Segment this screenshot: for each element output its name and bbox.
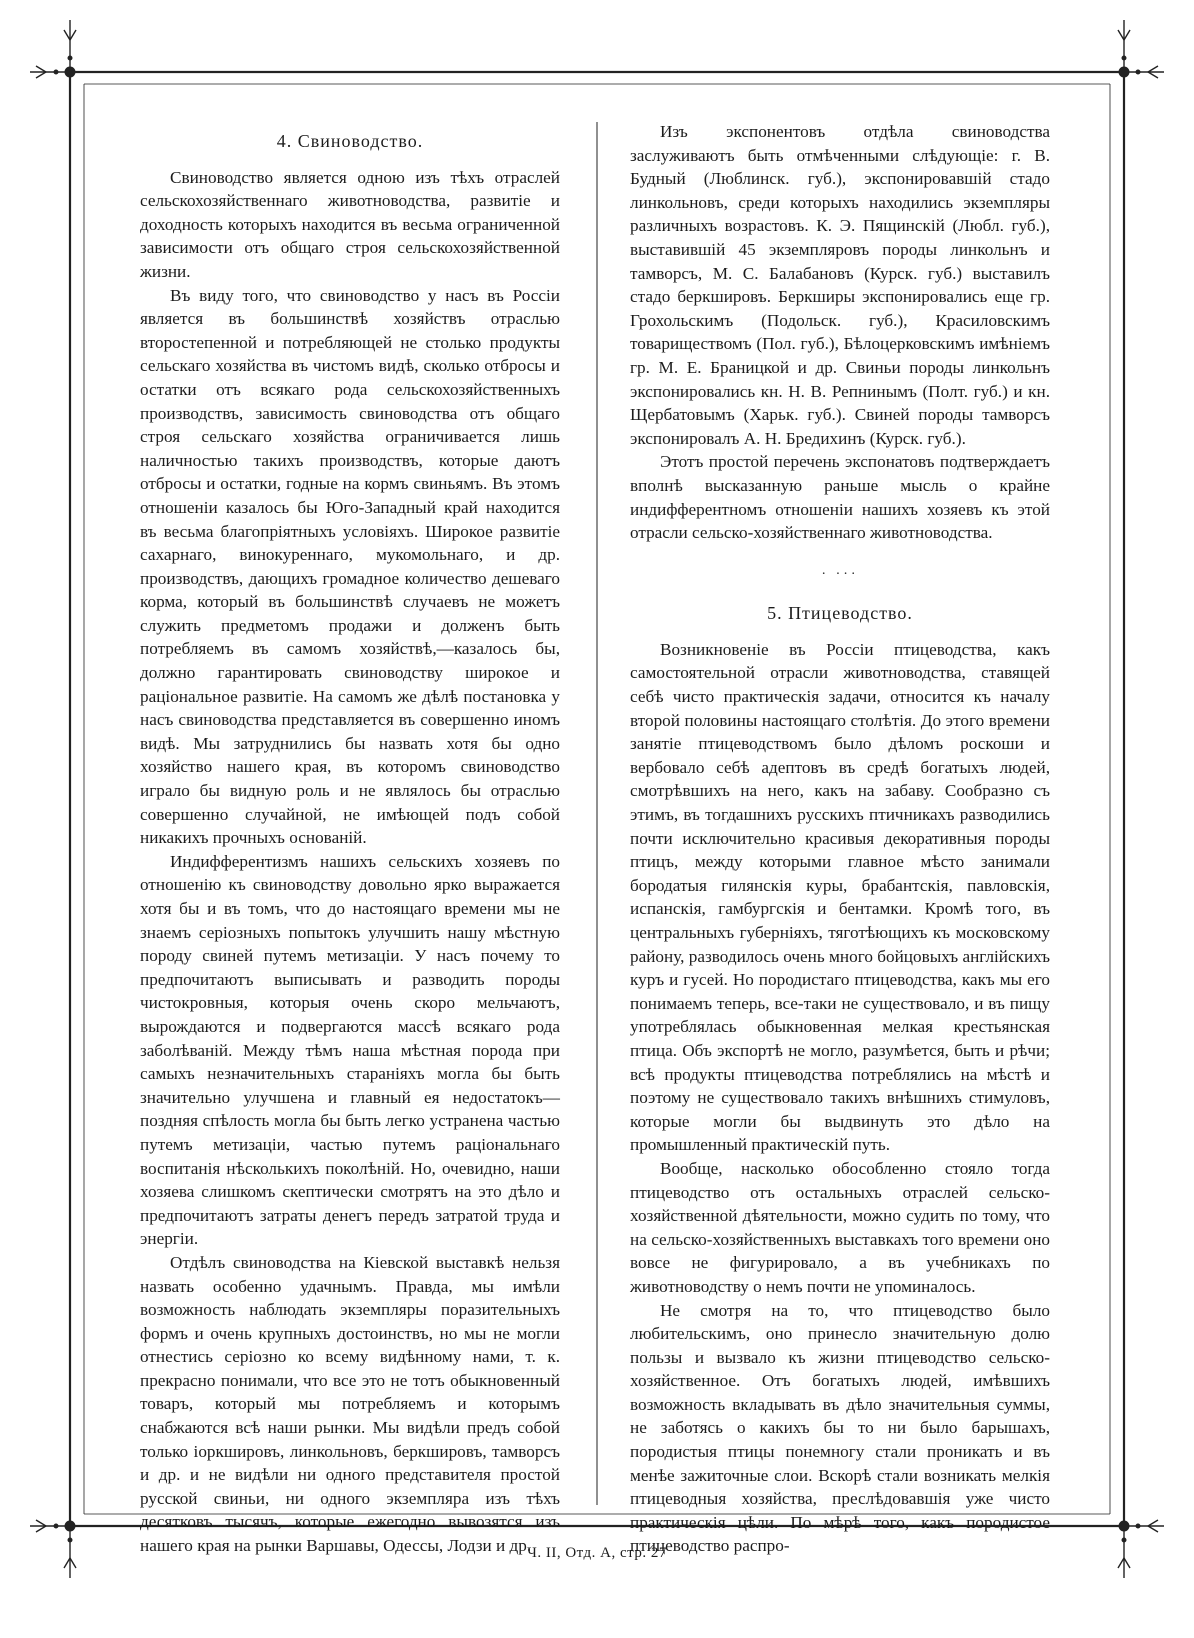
paragraph: Не смотря на то, что птицеводство было любительскимъ, оно принесло значительную долю пользы и вызвало къ жизни птицеводство сельско-хозяйственное. Отъ богатыхъ людей, имѣвшихъ возможность вкладывать въ дѣло значительныя суммы, не заботясь о какихъ бы то ни было барышахъ, породистыя птицы понемногу стали проникать и въ менѣе зажиточные слои. Вскорѣ стали возникать мелкія птицеводныя хозяйства, преслѣдовавшія уже чисто практическія цѣли. По мѣрѣ того, какъ породистое птицеводство распро-	[630, 1300, 1050, 1556]
paragraph: Отдѣлъ свиноводства на Кіевской выставкѣ нельзя назвать особенно удачнымъ. Правда, мы имѣли возможность наблюдать экземпляры поразительныхъ формъ и очень крупныхъ достоинствъ, но мы не могли отнестись серіозно ко всему видѣнному нами, т. к. прекрасно понимали, что все это не тотъ обыкновенный товаръ, который мы потребляемъ и которымъ снабжаются всѣ наши рынки. Мы видѣли предъ собой только іоркшировъ, линкольновъ, беркшировъ, тамворсъ и др. и не видѣли ни одного представителя простой русской свиньи, ни одного экземпляра изъ тѣхъ десятковъ тысячъ, которые ежегодно вывозятся изъ нашего края на рынки Варшавы, Одессы, Лодзи и др.	[140, 1252, 560, 1556]
right-column	[630, 120, 1050, 1558]
paragraph: Изъ экспонентовъ отдѣла свиноводства заслуживаютъ быть отмѣченными слѣдующіе: г. В. Будный (Люблинск. губ.), экспонировавшій стадо линкольновъ, среди которыхъ находились экземпляры различныхъ возрастовъ. К. Э. Пящинскій (Любл. губ.), выставившій 45 экземпляровъ породы линкольнъ и тамворсъ, М. С. Балабановъ (Курск. губ.) выставилъ стадо беркшировъ. Беркширы экспонировались еще гр. Грохольскимъ (Подольск. губ.), Красиловскимъ товариществомъ (Пол. губ.), Бѣлоцерковскимъ имѣніемъ гр. М. Е. Браницкой и др. Свиньи породы линкольнъ экспонировались кн. Н. В. Репнинымъ (Полт. губ.) и кн. Щербатовымъ (Харьк. губ.). Свиней породы тамворсъ экспонировалъ А. Н. Бредихинъ (Курск. губ.).	[630, 122, 1050, 448]
section-separator: · ···	[821, 566, 859, 582]
corner-ornament-top-left	[30, 20, 76, 78]
paragraph: Вообще, насколько обособленно стояло тогда птицеводство отъ остальныхъ отраслей сельско-хозяйственной дѣятельности, можно судить по тому, что на сельско-хозяйственныхъ выставкахъ того времени оно вовсе не фигурировало, а въ учебникахъ по животноводству о немъ почти не упоминалось.	[630, 1158, 1050, 1296]
section-heading-swine: 4. Свиноводство.	[276, 131, 424, 151]
paragraph: Этотъ простой перечень экспонатовъ подтверждаетъ вполнѣ высказанную раньше мысль о крайне индифферентномъ отношеніи нашихъ хозяевъ къ этой отрасли сельско-хозяйственнаго животноводства.	[630, 452, 1050, 543]
paragraph: Въ виду того, что свиноводство у насъ въ Россіи является въ большинствѣ хозяйствъ отраслью второстепенной и потребляющей не столько продукты сельскаго хозяйства въ чистомъ видѣ, сколько отбросы и остатки отъ всякаго рода сельскохозяйственныхъ производствъ, зависимость свиноводства отъ общаго строя сельскаго хозяйства ограничивается лишь наличностью такихъ производствъ, которые даютъ отбросы и остатки, годные на кормъ свиньямъ. Въ этомъ отношеніи казалось бы Юго-Западный край находится въ весьма благопріятныхъ условіяхъ. Широкое развитіе сахарнаго, винокуреннаго, мукомольнаго, и др. производствъ, дающихъ громадное количество дешеваго корма, который въ большинствѣ случаевъ не можетъ служить предметомъ продажи и долженъ быть потребляемъ въ самомъ хозяйствѣ,—казалось бы, должно гарантировать свиноводству широкое и раціональное развитіе. На самомъ же дѣлѣ постановка у насъ свиноводства представляется въ совершенно иномъ видѣ. Мы затруднились бы назвать хотя бы одно хозяйство нашего края, въ которомъ свиноводство играло бы видную роль и не являлось бы отраслью совершенно случайной, не имѣющей подъ собой никакихъ прочныхъ основаній.	[140, 285, 560, 848]
paragraph: Возникновеніе въ Россіи птицеводства, какъ самостоятельной отрасли животноводства, ставящей себѣ чисто практическія задачи, относится къ началу второй половины настоящаго столѣтія. До этого времени занятіе птицеводствомъ было дѣломъ роскоши и вербовало себѣ адептовъ въ средѣ богатыхъ людей, смотрѣвшихъ на него, какъ на забаву. Сообразно съ этимъ, въ тогдашнихъ русскихъ птичникахъ разводились почти исключительно красивыя декоративныя породы птицъ, между которыми главное мѣсто занимали бородатыя гилянскія куры, брабантскія, павловскія, испанскія, гамбургскія и бентамки. Кромѣ того, въ центральныхъ губерніяхъ, тяготѣющихъ къ московскому району, разводилось очень много бойцовыхъ англійскихъ куръ и гусей. Но породистаго птицеводства, какъ мы его понимаемъ теперь, все-таки не существовало, и въ пищу употреблялась обыкновенная мелкая крестьянская птица. Объ экспортѣ не могло, разумѣется, быть и рѣчи; всѣ продукты птицеводства потреблялись на мѣстѣ и поэтому не существовало такихъ внѣшнихъ стимуловъ, которые могли бы выдвинуть это дѣло на промышленный практическій путь.	[630, 639, 1050, 1155]
page-footer: Ч. II, Отд. А, стр. 27	[527, 1545, 667, 1561]
left-column	[140, 120, 560, 1558]
paragraph: Свиноводство является одною изъ тѣхъ отраслей сельскохозяйственнаго животноводства, развитіе и доходность которыхъ находится въ весьма ограниченной зависимости отъ общаго строя сельскохозяйственной жизни.	[140, 167, 560, 281]
section-heading-poultry: 5. Птицеводство.	[767, 603, 913, 624]
corner-ornament-top-right	[1118, 20, 1164, 78]
paragraph: Индифферентизмъ нашихъ сельскихъ хозяевъ по отношенію къ свиноводству довольно ярко выражается хотя бы и въ томъ, что до настоящаго времени мы не знаемъ серіозныхъ попытокъ улучшить нашу мѣстную породу свиней путемъ метизаціи. У насъ почему то предпочитаютъ выписывать и разводить породы чистокровныя, которыя очень скоро мельчаютъ, вырождаются и подвергаются массѣ всякаго рода заболѣваній. Между тѣмъ наша мѣстная порода при самыхъ незначительныхъ стараніяхъ могла бы быть значительно улучшена и главный ея недостатокъ—поздняя спѣлость могла бы быть легко устранена частью путемъ метизаціи, частью путемъ раціональнаго воспитанія нѣсколькихъ поколѣній. Но, очевидно, наши хозяева слишкомъ скептически смотрятъ на это дѣло и предпочитаютъ затраты денегъ передъ затратой труда и энергіи.	[140, 851, 560, 1249]
